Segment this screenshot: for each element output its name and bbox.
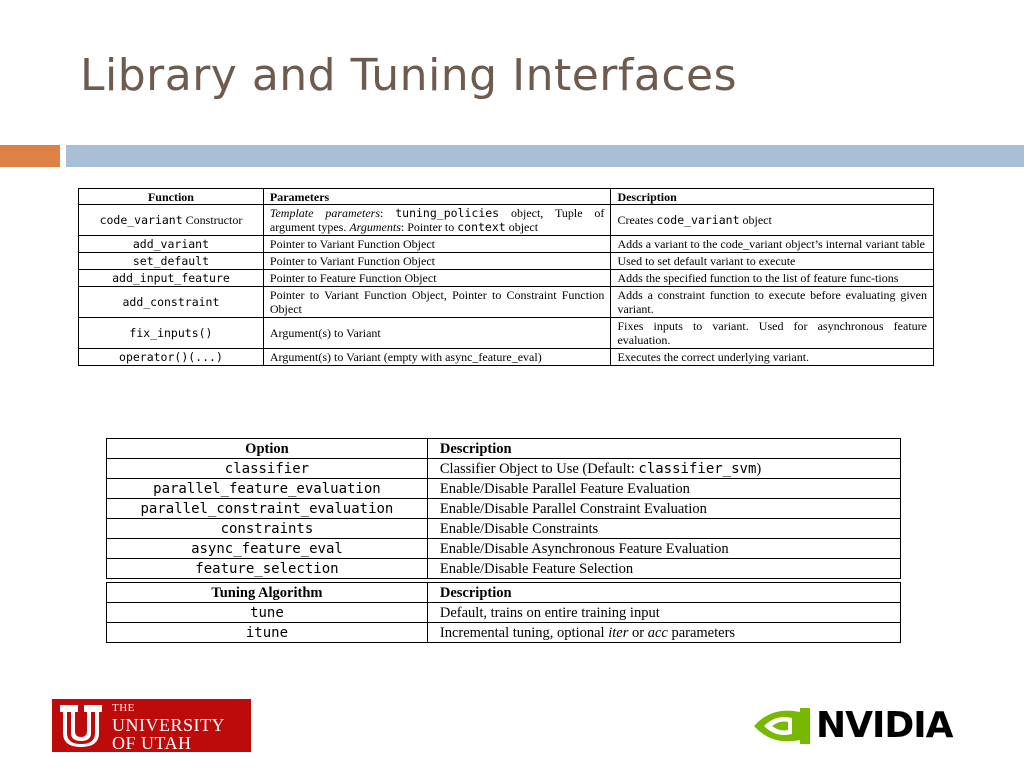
text-segment: object <box>505 220 539 234</box>
option-name-cell <box>107 459 428 479</box>
header-option: Option <box>107 439 428 459</box>
parameters-cell <box>263 236 611 253</box>
option-name-cell <box>107 559 428 579</box>
table-row <box>79 349 934 366</box>
option-name: parallel_feature_evaluation <box>153 480 381 497</box>
text-segment: Argument(s) to Variant (empty with async_feature_eval) <box>269 350 542 364</box>
option-row <box>107 539 901 559</box>
code-text: code_variant <box>656 213 740 227</box>
header-tuning-algorithm: Tuning Algorithm <box>107 583 428 603</box>
accent-bar-orange <box>0 145 60 167</box>
description-cell <box>611 349 934 366</box>
interface-table-header <box>79 189 934 205</box>
block-u-icon <box>58 703 104 749</box>
parameters-cell <box>263 205 611 236</box>
uofu-university: UNIVERSITY <box>112 715 225 735</box>
function-suffix: Constructor <box>182 213 243 227</box>
table-row <box>79 253 934 270</box>
text-segment: Default, trains on entire training input <box>439 604 660 621</box>
text-segment: Adds the specified function to the list of feature func-tions <box>617 271 899 285</box>
tuning-algorithm-cell <box>107 623 428 643</box>
uofu-the: THE <box>112 702 135 714</box>
parameters-cell <box>263 287 611 318</box>
option-name-cell <box>107 499 428 519</box>
function-cell <box>79 349 264 366</box>
parameters-cell <box>263 270 611 287</box>
nvidia-logo <box>752 704 977 748</box>
option-name-cell <box>107 519 428 539</box>
option-description-cell <box>427 499 900 519</box>
text-segment: Enable/Disable Feature Selection <box>439 560 634 577</box>
text-segment: Creates <box>617 213 657 227</box>
text-segment: Enable/Disable Constraints <box>439 520 599 537</box>
description-cell <box>611 270 934 287</box>
header-function: Function <box>79 189 264 205</box>
text-segment: : Pointer to <box>400 220 458 234</box>
function-name: add_constraint <box>122 295 220 309</box>
option-name: async_feature_eval <box>191 540 343 557</box>
description-cell <box>611 253 934 270</box>
tuning-row <box>107 623 901 643</box>
text-segment: Enable/Disable Parallel Constraint Evaluation <box>439 500 707 517</box>
text-segment: Arguments <box>349 220 401 234</box>
uofu-of-utah: OF UTAH <box>112 733 192 753</box>
function-name: operator()(...) <box>119 350 223 364</box>
option-row <box>107 499 901 519</box>
code-text: context <box>457 220 506 234</box>
option-name: classifier <box>224 460 310 477</box>
option-name: parallel_constraint_evaluation <box>140 500 394 517</box>
text-segment: iter <box>608 624 629 641</box>
function-cell <box>79 287 264 318</box>
option-name: feature_selection <box>195 560 339 577</box>
text-segment: Argument(s) to Variant <box>269 326 381 340</box>
text-segment: Pointer to Variant Function Object <box>269 254 435 268</box>
text-segment: ) <box>756 460 762 477</box>
function-cell <box>79 205 264 236</box>
text-segment: object, Tuple of argument types. <box>269 206 605 234</box>
text-segment: Adds a constraint function to execute before evaluating given variant. <box>617 288 927 316</box>
text-segment: object <box>739 213 772 227</box>
text-segment: Enable/Disable Parallel Feature Evaluation <box>439 480 690 497</box>
text-segment: Executes the correct underlying variant. <box>617 350 810 364</box>
options-table-header <box>107 439 901 459</box>
option-name-cell <box>107 539 428 559</box>
text-segment: Pointer to Feature Function Object <box>269 271 437 285</box>
function-cell <box>79 253 264 270</box>
option-name-cell <box>107 479 428 499</box>
text-segment: parameters <box>667 624 736 641</box>
interface-table <box>78 188 934 366</box>
function-cell <box>79 270 264 287</box>
code-text: tuning_policies <box>395 206 500 220</box>
function-name: add_input_feature <box>112 271 230 285</box>
option-description-cell <box>427 559 900 579</box>
text-segment: Pointer to Variant Function Object, Pointer to Constraint Function Object <box>269 288 605 316</box>
text-segment: Used to set default variant to execute <box>617 254 796 268</box>
tuning-table-header <box>107 583 901 603</box>
table-row <box>79 318 934 349</box>
function-cell <box>79 236 264 253</box>
option-row <box>107 479 901 499</box>
option-description-cell <box>427 539 900 559</box>
text-segment: Classifier Object to Use (Default: <box>439 460 639 477</box>
text-segment: or <box>628 624 648 641</box>
parameters-cell <box>263 253 611 270</box>
option-description-cell <box>427 519 900 539</box>
option-description-cell <box>427 479 900 499</box>
tuning-description-cell <box>427 623 900 643</box>
accent-bar-blue <box>66 145 1024 167</box>
text-segment: Adds a variant to the code_variant object’s internal variant table <box>617 237 925 251</box>
text-segment: Template parameters <box>269 206 380 220</box>
parameters-cell <box>263 349 611 366</box>
text-segment: Enable/Disable Asynchronous Feature Evaluation <box>439 540 729 557</box>
university-of-utah-logo <box>52 699 251 752</box>
nvidia-eye-icon <box>752 704 814 748</box>
tuning-algorithm-cell <box>107 603 428 623</box>
text-segment: Pointer to Variant Function Object <box>269 237 435 251</box>
option-row <box>107 519 901 539</box>
table-row <box>79 287 934 318</box>
header-option-description: Description <box>427 439 900 459</box>
description-cell <box>611 205 934 236</box>
code-text: classifier_svm <box>638 460 757 477</box>
options-table <box>106 438 901 643</box>
description-cell <box>611 287 934 318</box>
table-row <box>79 236 934 253</box>
function-name: set_default <box>132 254 210 268</box>
text-segment: Fixes inputs to variant. Used for asynchronous feature evaluation. <box>617 319 927 347</box>
option-row <box>107 459 901 479</box>
tuning-description-cell <box>427 603 900 623</box>
description-cell <box>611 236 934 253</box>
tuning-row <box>107 603 901 623</box>
function-name: fix_inputs() <box>129 326 213 340</box>
nvidia-wordmark: NVIDIA <box>816 705 953 746</box>
header-description: Description <box>611 189 934 205</box>
parameters-cell <box>263 318 611 349</box>
tuning-algorithm-name: tune <box>250 604 284 621</box>
text-segment: : <box>380 206 396 220</box>
table-row <box>79 205 934 236</box>
table-row <box>79 270 934 287</box>
tuning-algorithm-name: itune <box>245 624 289 641</box>
text-segment: acc <box>647 624 668 641</box>
function-name: code_variant <box>99 213 183 227</box>
header-parameters: Parameters <box>263 189 611 205</box>
description-cell <box>611 318 934 349</box>
option-row <box>107 559 901 579</box>
text-segment: Incremental tuning, optional <box>439 624 609 641</box>
header-tuning-description: Description <box>427 583 900 603</box>
function-name: add_variant <box>132 237 210 251</box>
function-cell <box>79 318 264 349</box>
slide-title: Library and Tuning Interfaces <box>80 50 738 101</box>
option-name: constraints <box>220 520 314 537</box>
option-description-cell <box>427 459 900 479</box>
